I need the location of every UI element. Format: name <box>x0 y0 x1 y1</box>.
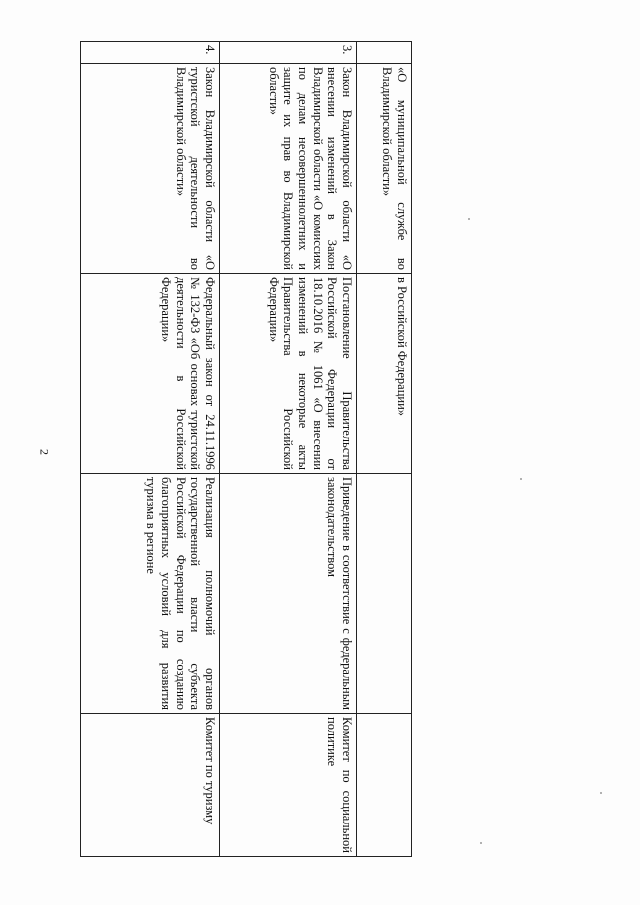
table-container <box>81 41 412 856</box>
basis-cell: Постановление Правительства Российской Федерации от 18.10.2016 № 1061 «О внесении изменений в некоторые акты Правительства Российской Федерации» <box>220 274 357 474</box>
committee-cell <box>357 714 412 857</box>
scan-speck <box>520 478 522 480</box>
row-number-cell: 4. <box>81 42 220 64</box>
basis-cell: Федеральный закон от 24.11.1996 № 132-ФЗ «Об основах туристской деятельности в Российской Федерации» <box>81 274 220 474</box>
committee-cell: Комитет по туризму <box>81 714 220 857</box>
table-row <box>81 42 220 857</box>
rotated-table-frame <box>81 41 412 856</box>
reason-cell: Приведение в соответствие с федеральным законодательством <box>220 474 357 714</box>
law-cell: Закон Владимирской области «О внесении изменений в Закон Владимирской области «О комиссиях по делам несовершеннолетних и защите их прав во Владимирской области» <box>220 64 357 274</box>
row-number-cell: 3. <box>220 42 357 64</box>
reason-cell: Реализация полномочий органов государственной власти субъекта Российской Федерации по созданию благоприятных условий для развития туризма в регионе <box>81 474 220 714</box>
table-row <box>220 42 357 857</box>
table-row <box>357 42 412 857</box>
legislation-table <box>80 41 412 857</box>
page-number: 2 <box>37 449 52 455</box>
scan-speck <box>468 218 470 220</box>
committee-cell: Комитет по социальной политике <box>220 714 357 857</box>
basis-cell: в Российской Федерации» <box>357 274 412 474</box>
scan-speck <box>480 842 482 844</box>
scan-speck <box>600 792 602 794</box>
reason-cell <box>357 474 412 714</box>
row-number-cell <box>357 42 412 64</box>
law-cell: «О муниципальной службе во Владимирской области» <box>357 64 412 274</box>
law-cell: Закон Владимирской области «О туристской деятельности во Владимирской области» <box>81 64 220 274</box>
